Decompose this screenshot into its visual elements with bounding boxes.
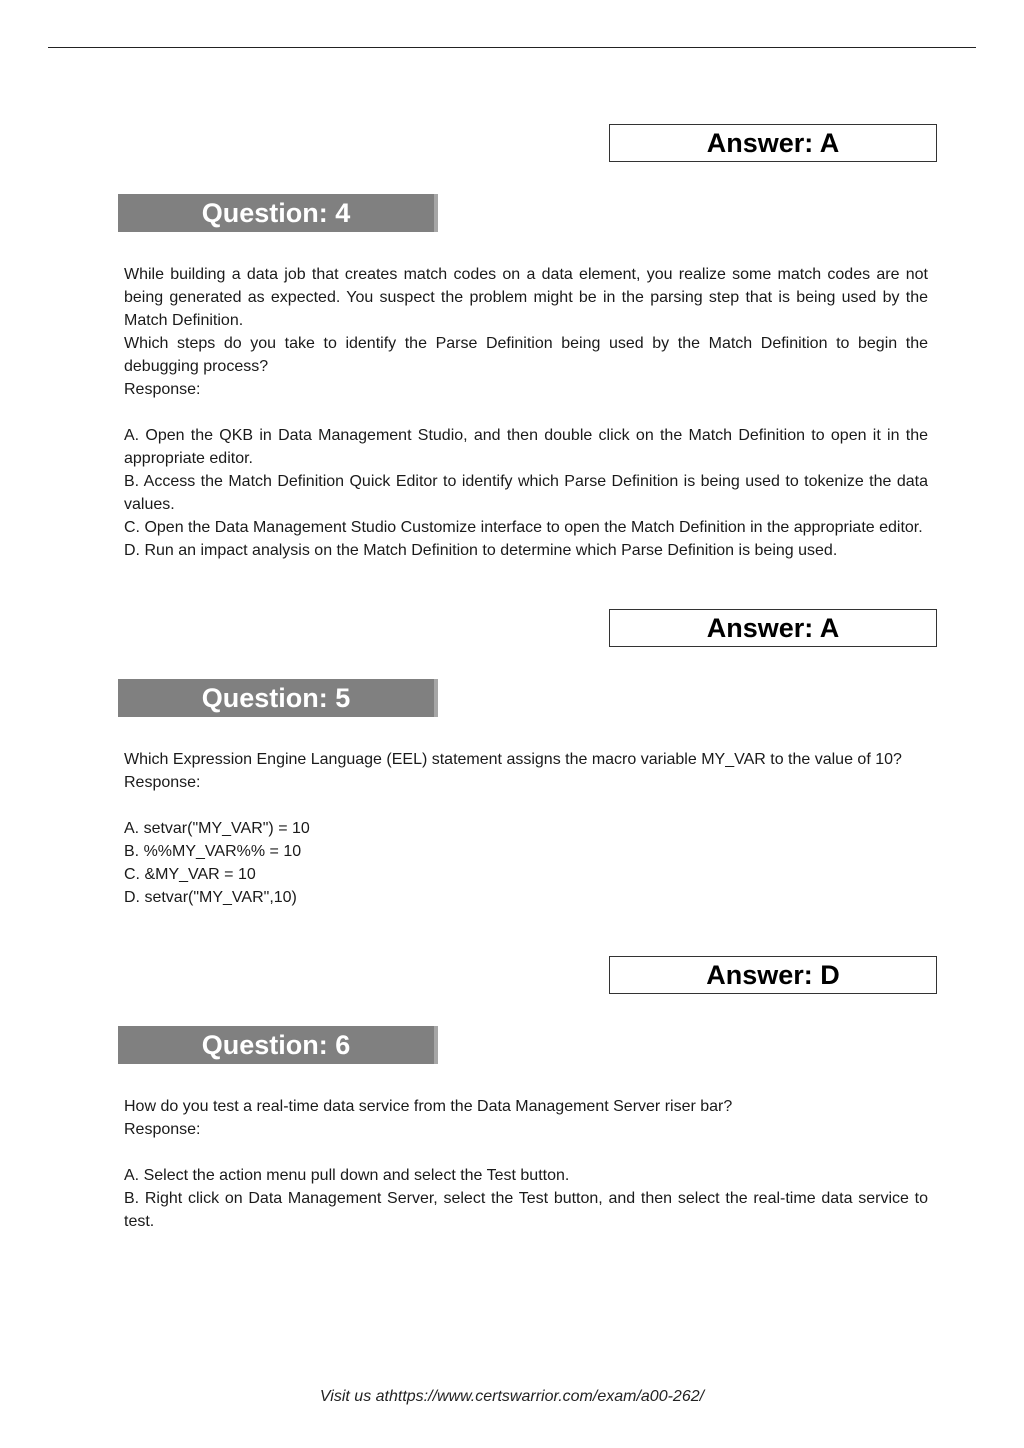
answer-label: Answer: A bbox=[706, 127, 840, 158]
answer-option: C. &MY_VAR = 10 bbox=[124, 866, 256, 883]
answer-label: Answer: D bbox=[706, 959, 840, 990]
answer-box bbox=[609, 609, 937, 647]
question-body bbox=[124, 263, 928, 562]
answer-option: B. Access the Match Definition Quick Editor to identify which Parse Definition is being used to tokenize the data values. bbox=[124, 473, 928, 513]
question-heading bbox=[118, 679, 438, 717]
answer-option: B. %%MY_VAR%% = 10 bbox=[124, 843, 302, 860]
question-text: While building a data job that creates match codes on a data element, you realize some match codes are not being generated as expected. You suspect the problem might be in the parsing step that is being used by the Match Definition. bbox=[124, 266, 928, 329]
question-title: Question: 4 bbox=[201, 197, 351, 228]
answer-option: A. Open the QKB in Data Management Studio, and then double click on the Match Definition to open it in the appropriate editor. bbox=[124, 427, 928, 467]
answer-option: A. setvar("MY_VAR") = 10 bbox=[124, 820, 310, 837]
question-text: Which steps do you take to identify the Parse Definition being used by the Match Definition to begin the debugging process? bbox=[124, 335, 928, 375]
answer-option: D. setvar("MY_VAR",10) bbox=[124, 889, 297, 906]
question-text: How do you test a real-time data service from the Data Management Server riser bar? bbox=[124, 1098, 733, 1115]
answer-option: C. Open the Data Management Studio Customize interface to open the Match Definition in the appropriate editor. bbox=[124, 519, 923, 536]
question-body bbox=[124, 1095, 928, 1233]
question-heading bbox=[118, 194, 438, 232]
answer-label: Answer: A bbox=[706, 612, 840, 643]
response-label: Response: bbox=[124, 381, 201, 398]
footer-link[interactable] bbox=[0, 1388, 1024, 1406]
question-title: Question: 6 bbox=[201, 1029, 351, 1060]
answer-box bbox=[609, 124, 937, 162]
question-title: Question: 5 bbox=[201, 682, 351, 713]
footer-text[interactable]: Visit us athttps://www.certswarrior.com/exam/a00-262/ bbox=[319, 1388, 705, 1405]
question-heading bbox=[118, 1026, 438, 1064]
answer-box bbox=[609, 956, 937, 994]
answer-option: A. Select the action menu pull down and select the Test button. bbox=[124, 1167, 570, 1184]
answer-option: D. Run an impact analysis on the Match Definition to determine which Parse Definition is being used. bbox=[124, 542, 838, 559]
question-text: Which Expression Engine Language (EEL) statement assigns the macro variable MY_VAR to the value of 10? bbox=[124, 751, 902, 768]
response-label: Response: bbox=[124, 1121, 201, 1138]
header-rule bbox=[48, 47, 976, 48]
response-label: Response: bbox=[124, 774, 201, 791]
answer-option: B. Right click on Data Management Server, select the Test button, and then select the real-time data service to test. bbox=[124, 1190, 928, 1230]
question-body bbox=[124, 748, 928, 909]
